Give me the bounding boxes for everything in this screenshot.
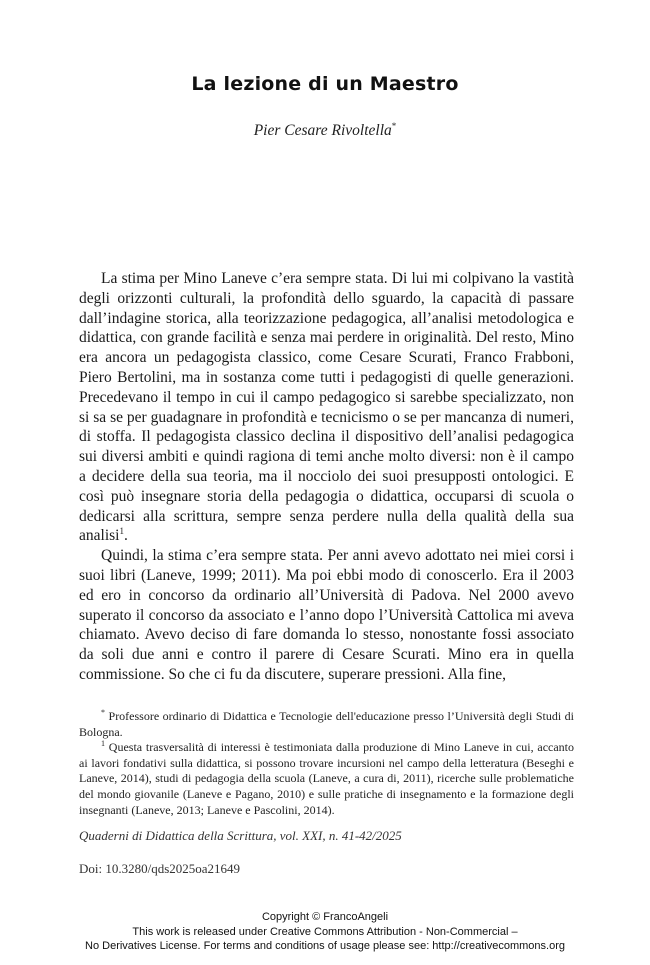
footnotes (79, 709, 574, 818)
body-paragraph-1 (79, 269, 574, 546)
journal-reference: Quaderni di Didattica della Scrittura, vol. XXI, n. 41-42/2025 (79, 828, 402, 843)
article-title: La lezione di un Maestro (191, 73, 459, 95)
footnote-1 (79, 740, 574, 818)
paragraph-1-text: La stima per Mino Laneve c’era sempre stata. Di lui mi colpivano la vastità degli orizzonti culturali, la profondità dello sguardo, la capacità di passare dall’indagine storica, alla teorizzazione pedagogica, all’analisi metodologica e didattica, con grande facilità e senza mai perdere in originalità. Del resto, Mino era ancora un pedagogista classico, come Cesare Scurati, Franco Frabboni, Piero Bertolini, ma in sostanza come tutti i pedagogisti di quelle generazioni. Precedevano il tempo in cui il campo pedagogico si sarebbe specializzato, non si sa se per guadagnare in profondità e tecnicismo o se per mancanza di numeri, di stoffa. Il pedagogista classico declina il dispositivo dell’analisi pedagogica sui diversi ambiti e quindi ragiona di temi anche molto diversi: non è il campo a decidere della sua teoria, ma il nocciolo dei suoi presupposti ontologici. E così può insegnare storia della pedagogia o didattica, occuparsi di scuola o dedicarsi alla scrittura, sempre senza perdere nulla della qualità della sua analisi (79, 270, 574, 545)
footnote-star-marker: * (101, 708, 105, 717)
paragraph-1-end: . (123, 527, 128, 545)
body-paragraph-2: Quindi, la stima c’era sempre stata. Per anni avevo adottato nei miei corsi i suoi libri (Laneve, 1999; 2011). Ma poi ebbi modo di conoscerlo. Era il 2003 ed ero in concorso da ordinario all’Università di Padova. Nel 2000 avevo superato il concorso da associato e l’anno dopo l’Università Cattolica mi aveva chiamato. Avevo deciso di fare domanda lo stesso, nonostante fossi associato da soli due anni e contro il parere di Cesare Scurati. Mino era in quella commissione. So che ci fu da discutere, superare pressioni. Alla fine, (79, 547, 574, 683)
author-name: Pier Cesare Rivoltella (253, 122, 392, 140)
author-footnote-marker[interactable]: * (391, 121, 397, 131)
license-line-2: This work is released under Creative Commons Attribution - Non-Commercial – (132, 925, 518, 938)
footnote-ref-1[interactable]: 1 (119, 526, 124, 537)
article-author (0, 121, 650, 140)
doi-reference[interactable]: Doi: 10.3280/qds2025oa21649 (79, 861, 241, 876)
footnote-1-marker: 1 (101, 739, 105, 749)
license-line-3[interactable]: No Derivatives License. For terms and conditions of usage please see: http://creativecommons.org (85, 940, 565, 952)
license-copyright: Copyright © FrancoAngeli (261, 911, 389, 923)
footnote-author (79, 709, 574, 740)
footnote-author-text: Professore ordinario di Didattica e Tecnologie dell'educazione presso l’Università degli Studi di Bologna. (79, 709, 575, 739)
license-notice (0, 910, 650, 954)
footnote-1-text: Questa trasversalità di interessi è testimoniata dalla produzione di Mino Laneve in cui, accanto ai lavori fondativi sulla didattica, si possono trovare incursioni nel campo della letteratura (Beseghi e Laneve, 2014), studi di pedagogia della scuola (Laneve, a cura di, 2011), ricerche sulle problematiche del mondo giovanile (Laneve e Pagano, 2010) e sulle pratiche di insegnamento e la formazione degli insegnanti (Laneve, 2013; Laneve e Pascolini, 2014). (79, 740, 575, 817)
article-body (79, 269, 574, 685)
